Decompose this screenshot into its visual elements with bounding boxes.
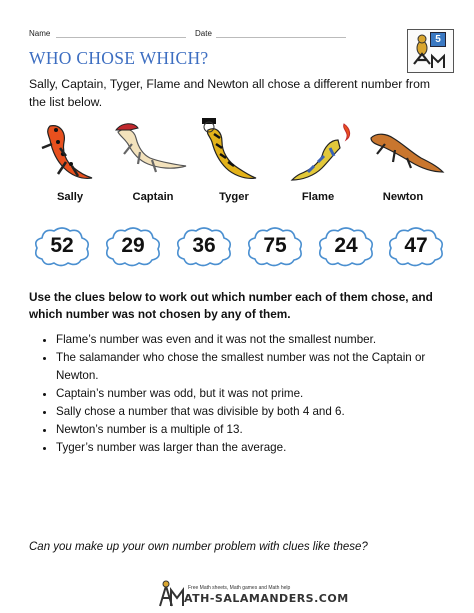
instructions: Use the clues below to work out which number each of them chose, and which number was not chosen by any of them. — [29, 290, 433, 321]
flame-salamander-image — [288, 118, 360, 183]
clue-item: • Captain’s number was odd, but it was not prime. — [56, 385, 456, 403]
sally-salamander-image — [30, 118, 100, 183]
number-value: 36 — [192, 234, 216, 257]
newton-salamander-image — [365, 122, 445, 182]
captain-salamander-image — [112, 118, 192, 183]
clue-item: • Sally chose a number that was divisible by both 4 and 6. — [56, 403, 456, 421]
date-line — [216, 37, 346, 38]
tyger-salamander-image — [190, 112, 260, 184]
footer-logo — [157, 580, 185, 608]
caption-flame: Flame — [301, 191, 335, 203]
number-value: 52 — [50, 234, 74, 257]
number-cloud — [103, 226, 163, 267]
clue-list — [29, 331, 456, 457]
clue-item: • The salamander who chose the smallest number was not the Captain or Newton. — [56, 349, 456, 385]
number-value: 47 — [404, 234, 428, 257]
name-label: Name — [29, 29, 51, 38]
clue-item: • Tyger’s number was larger than the average. — [56, 439, 456, 457]
name-line — [56, 37, 186, 38]
footer-site-link[interactable]: ATH-SALAMANDERS.COM — [184, 592, 349, 605]
date-label: Date — [195, 29, 212, 38]
number-cloud — [386, 226, 446, 267]
closing-question: Can you make up your own number problem with clues like these? — [29, 541, 368, 553]
caption-captain: Captain — [132, 191, 174, 203]
intro-text: Sally, Captain, Tyger, Flame and Newton all chose a different number from the list below. — [29, 77, 431, 109]
clue-item: • Newton’s number is a multiple of 13. — [56, 421, 456, 439]
caption-sally: Sally — [56, 191, 84, 203]
number-cloud — [32, 226, 92, 267]
number-value: 29 — [121, 234, 145, 257]
caption-tyger: Tyger — [219, 191, 249, 203]
clue-item: • Flame’s number was even and it was not the smallest number. — [56, 331, 456, 349]
number-value: 24 — [334, 234, 358, 257]
grade-badge: 5 — [430, 32, 446, 47]
number-value: 75 — [263, 234, 287, 257]
number-cloud — [316, 226, 376, 267]
page-title: WHO CHOSE WHICH? — [29, 48, 209, 68]
caption-newton: Newton — [382, 191, 424, 203]
number-cloud — [174, 226, 234, 267]
number-cloud — [245, 226, 305, 267]
footer-tagline: Free Math sheets, Math games and Math help — [188, 585, 291, 591]
